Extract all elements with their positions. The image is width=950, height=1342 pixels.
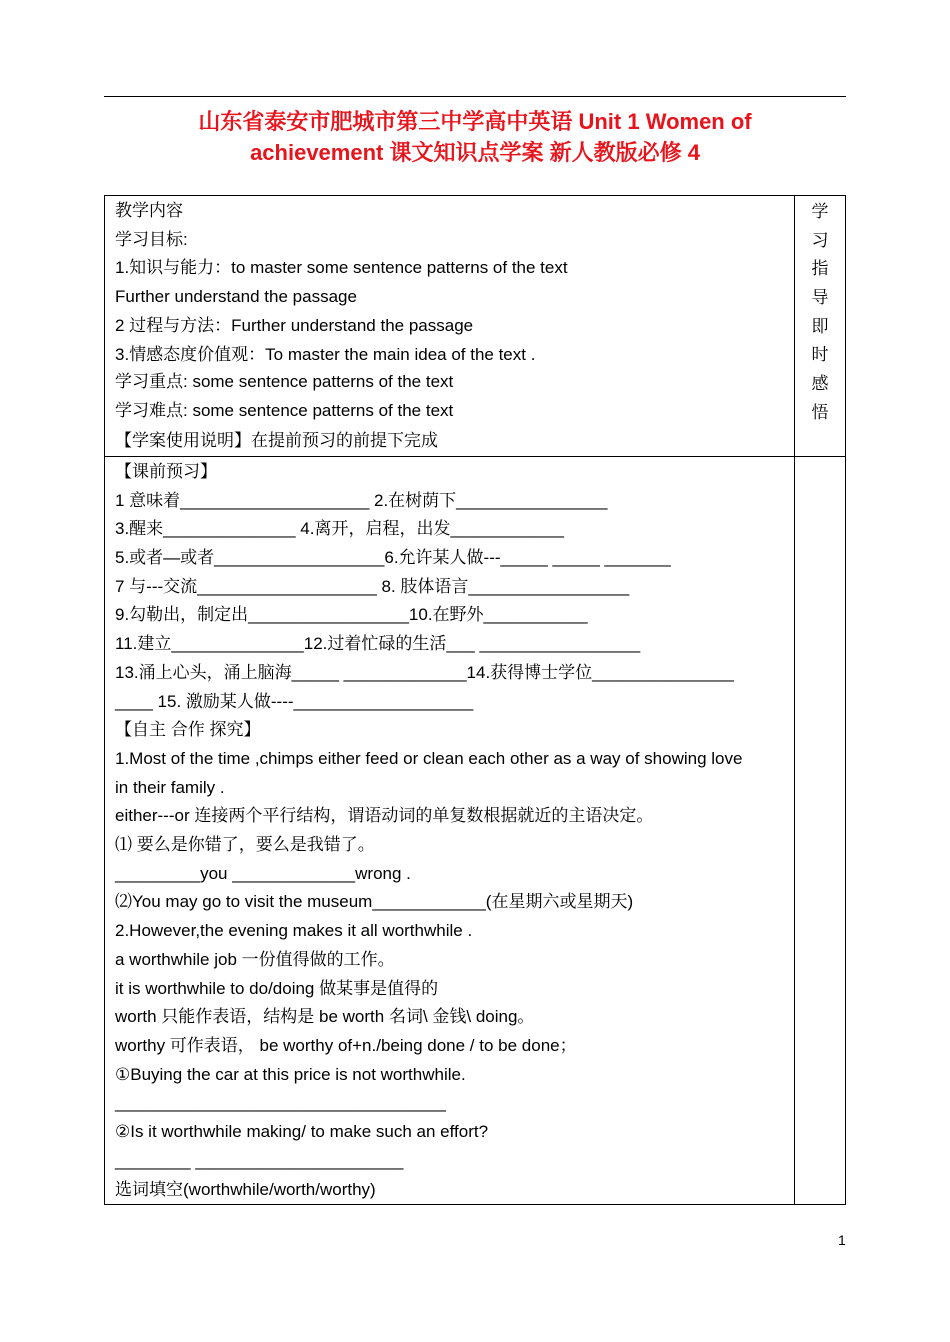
text-line: 9.勾勒出，制定出_________________10.在野外___________: [115, 605, 588, 625]
answer-blank: ________ ______________________: [115, 1150, 404, 1170]
title-line-2: achievement 课文知识点学案 新人教版必修 4: [250, 140, 700, 165]
text-line: ①Buying the car at this price is not worthwhile.: [115, 1064, 466, 1084]
text-line: 11.建立______________12.过着忙碌的生活___ _________________: [115, 634, 641, 654]
text-line: _________you _____________wrong .: [115, 863, 411, 883]
guidance-char: 指: [811, 259, 829, 279]
text-line: 3.醒来______________ 4.离开，启程，出发____________: [115, 519, 564, 539]
document-title: [104, 106, 846, 168]
guidance-cell: [795, 196, 846, 457]
guidance-char: 即: [811, 316, 829, 336]
text-line: ⑴ 要么是你错了，要么是我错了。: [115, 835, 375, 855]
text-line: a worthwhile job 一份值得做的工作。: [115, 949, 395, 969]
text-line: 1.知识与能力：to master some sentence patterns of the text: [115, 258, 568, 278]
guidance-column: [795, 196, 845, 428]
text-line: ②Is it worthwhile making/ to make such an effort?: [115, 1122, 489, 1142]
text-line: 【学案使用说明】在提前预习的前提下完成: [115, 431, 438, 451]
guidance-char: 时: [811, 345, 829, 365]
lesson-table: [104, 195, 846, 1205]
text-line: ⑵You may go to visit the museum____________(在星期六或星期天): [115, 892, 634, 912]
guidance-char: 习: [811, 230, 829, 250]
text-line: 选词填空(worthwhile/worth/worthy): [115, 1179, 376, 1199]
text-line: ____ 15. 激励某人做----___________________: [115, 691, 474, 711]
text-line: 7 与---交流___________________ 8. 肢体语言_________________: [115, 576, 630, 596]
answer-blank: ___________________________________: [115, 1093, 446, 1113]
text-line: 学习重点: some sentence patterns of the text: [115, 372, 454, 392]
text-line: 2.However,the evening makes it all worthwhile .: [115, 921, 473, 941]
exercise-row: [105, 456, 846, 1204]
section-heading: 【自主 合作 探究】: [115, 720, 261, 740]
text-line: it is worthwhile to do/doing 做某事是值得的: [115, 978, 439, 998]
text-line: 1.Most of the time ,chimps either feed or clean each other as a way of showing love: [115, 748, 743, 768]
section-heading: 【课前预习】: [115, 461, 217, 481]
header-rule: [104, 96, 846, 97]
text-line: 2 过程与方法：Further understand the passage: [115, 315, 474, 335]
guidance-char: 导: [811, 288, 829, 308]
text-line: 13.涌上心头，涌上脑海_____ _____________14.获得博士学位_______________: [115, 662, 734, 682]
text-line: 学习难点: some sentence patterns of the text: [115, 401, 454, 421]
text-line: worth 只能作表语，结构是 be worth 名词\ 金钱\ doing。: [115, 1007, 535, 1027]
guidance-char: 悟: [811, 402, 829, 422]
text-line: 5.或者—或者__________________6.允许某人做---_____ _____ _______: [115, 548, 671, 568]
text-line: in their family .: [115, 777, 225, 797]
page-number: 1: [838, 1232, 846, 1248]
guidance-char: 学: [811, 202, 829, 221]
text-line: worthy 可作表语， be worthy of+n./being done / to be done；: [115, 1035, 577, 1055]
text-line: 3.情感态度价值观：To master the main idea of the text .: [115, 344, 536, 364]
text-line: 学习目标:: [115, 229, 188, 249]
text-line: either---or 连接两个平行结构，谓语动词的单复数根据就近的主语决定。: [115, 806, 654, 826]
objectives-cell: [105, 196, 795, 457]
title-line-1: 山东省泰安市肥城市第三中学高中英语 Unit 1 Women of: [198, 109, 752, 134]
text-line: Further understand the passage: [115, 287, 357, 307]
text-line: 教学内容: [115, 201, 183, 220]
exercise-cell: [105, 456, 795, 1204]
text-line: 1 意味着____________________ 2.在树荫下________________: [115, 490, 608, 510]
guidance-char: 感: [811, 374, 829, 394]
notes-cell: [795, 456, 846, 1204]
objectives-row: [105, 196, 846, 457]
